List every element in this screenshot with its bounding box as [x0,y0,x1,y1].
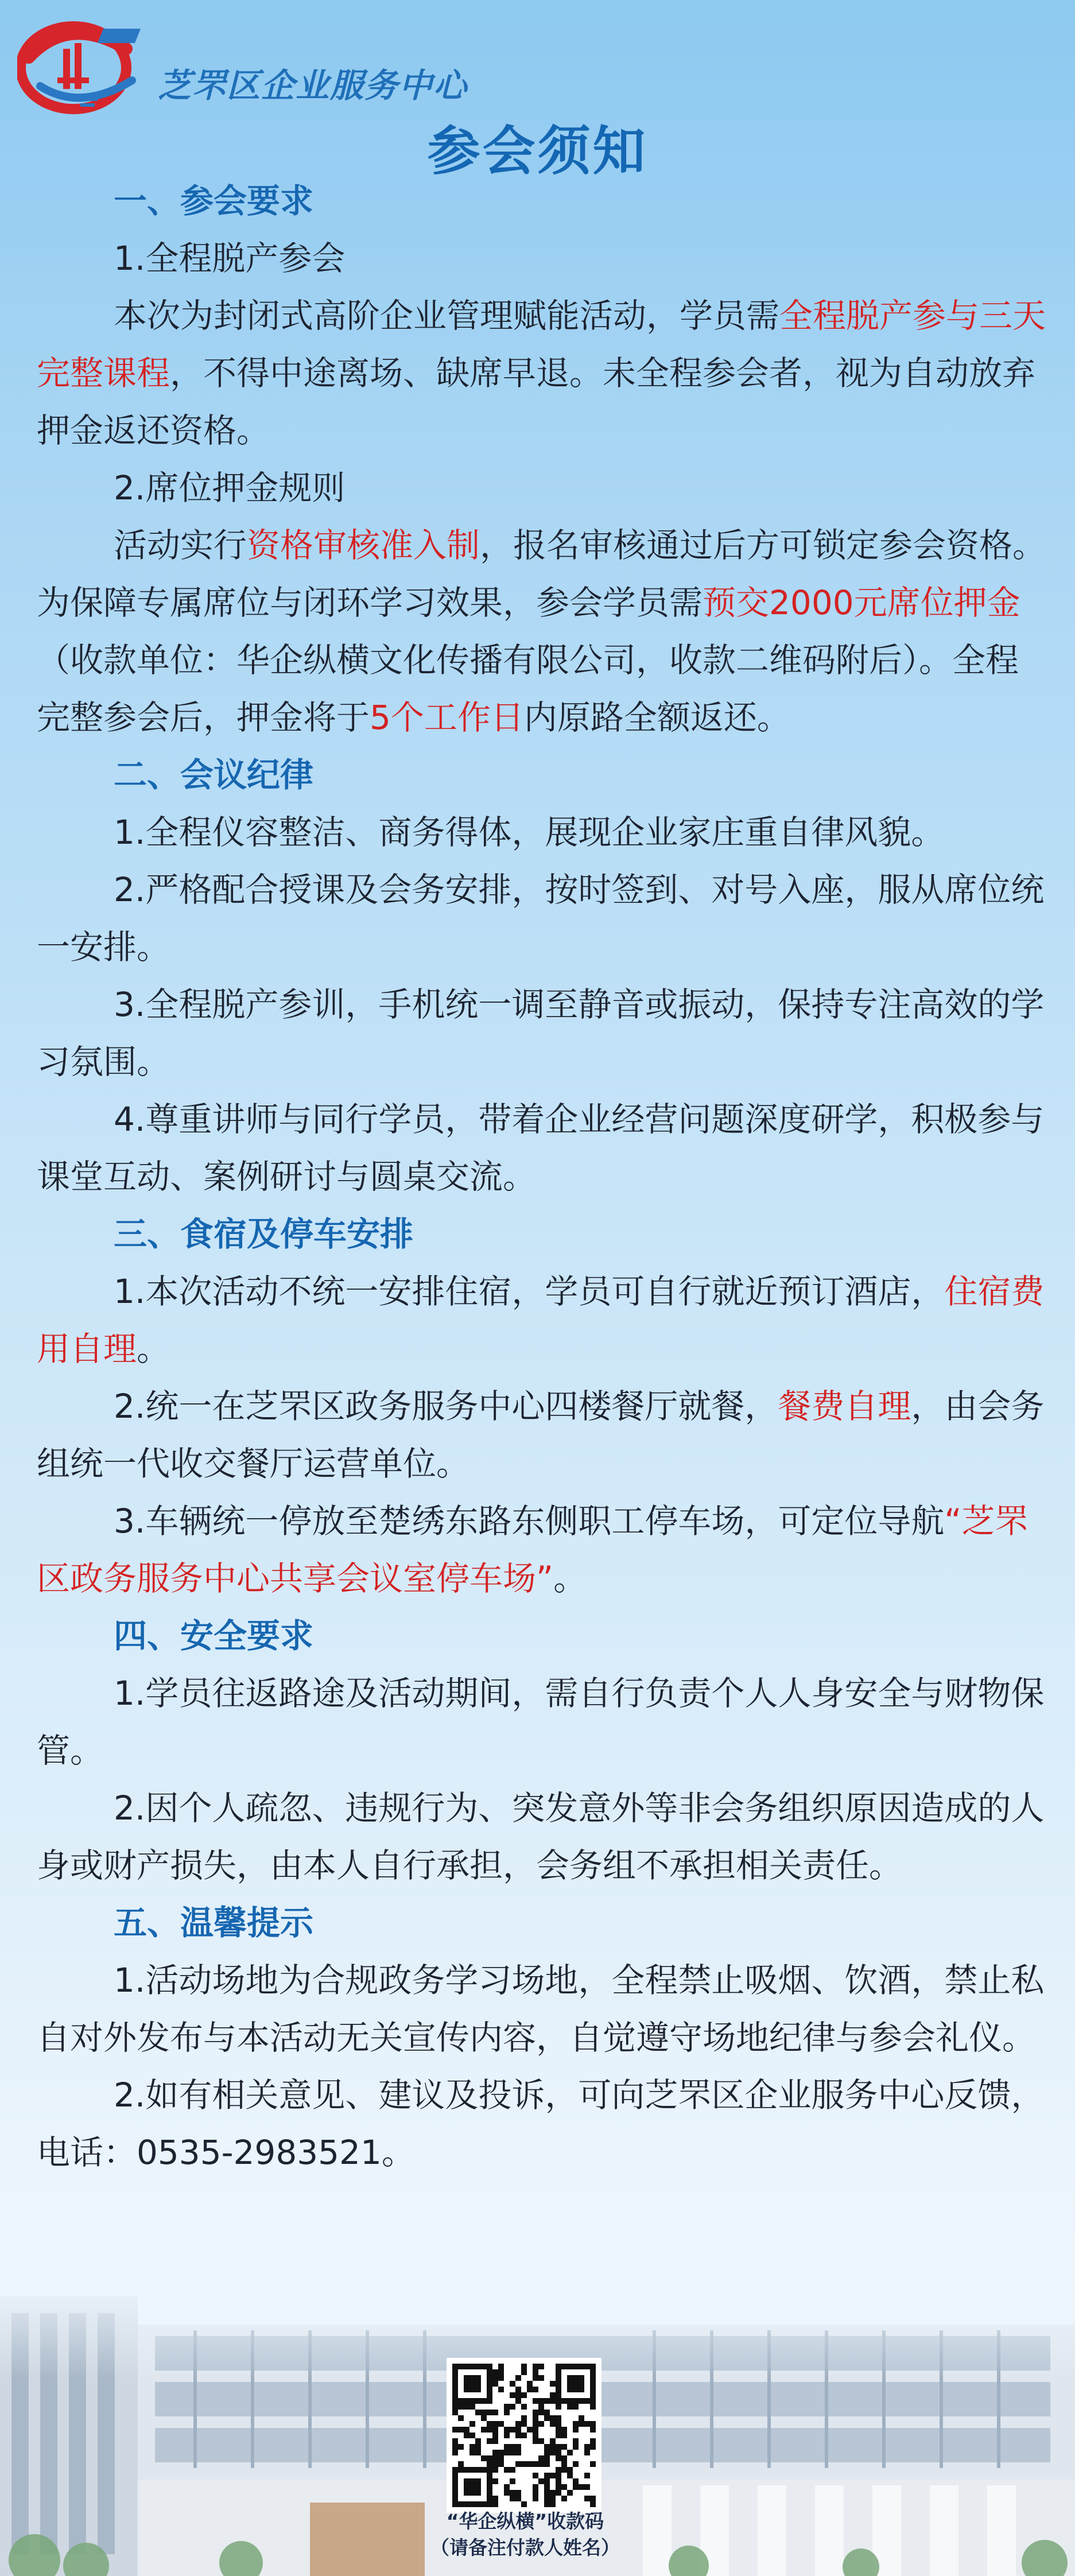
notice-content [37,172,1047,2181]
s2-item3: 3.全程脱产参训，手机统一调至静音或振动，保持专注高效的学习氛围。 [37,985,1045,1081]
s2-item4: 4.尊重讲师与同行学员，带着企业经营问题深度研学，积极参与课堂互动、案例研讨与圆桌交流。 [37,1100,1045,1196]
qr-caption-line2: （请备注付款人姓名） [430,2536,620,2559]
s3-item2 [37,1378,1047,1492]
qr-caption [402,2508,649,2561]
text-span: ，报名审核通过后方可锁定参会资格。为保障专属席位与闭环学习效果，参会学员需 [37,526,1046,622]
qr-code-icon [452,2364,596,2507]
section-heading-1: 一、参会要求 [114,181,314,220]
payment-qr-code [447,2358,601,2513]
s2-item2: 2.严格配合授课及会务安排，按时签到、对号入座，服从席位统一安排。 [37,870,1045,967]
text-span: ，不得中途离场、缺席早退。未全程参会者，视为自动放弃押金返还资格。 [37,354,1036,450]
highlight-text: 5个工作日 [370,698,524,737]
highlight-text: 全程脱产参与三天完整课程 [37,296,1046,393]
text-span: ，由会务组统一代收交餐厅运营单位。 [37,1387,1045,1483]
page-title: 参会须知 [427,121,648,182]
highlight-text: 餐费自理 [778,1387,911,1426]
highlight-text: “芝罘区政务服务中心共享会议室停车场” [37,1502,1029,1598]
text-span: （收款单位：华企纵横文化传播有限公司，收款二维码附后）。全程完整参会后，押金将于 [37,641,1019,737]
section-heading-2: 二、会议纪律 [114,755,314,794]
text-span: 3.车辆统一停放至楚绣东路东侧职工停车场，可定位导航 [114,1502,945,1541]
qr-caption-line1: “华企纵横”收款码 [446,2510,604,2532]
highlight-text: 预交2000元席位押金 [703,583,1020,622]
s4-item1: 1.学员往返路途及活动期间，需自行负责个人人身安全与财物保管。 [37,1674,1045,1770]
s1-item2-text [37,517,1047,746]
section-heading-5: 五、温馨提示 [114,1903,314,1942]
s3-item3 [37,1492,1047,1607]
section-heading-3: 三、食宿及停车安排 [114,1215,414,1254]
text-span: 。 [137,1329,170,1368]
s5-item1: 1.活动场地为合规政务学习场地，全程禁止吸烟、饮酒，禁止私自对外发布与本活动无关宣传内容，自觉遵守场地纪律与参会礼仪。 [37,1961,1045,2057]
text-span: 内原路全额返还。 [523,698,790,737]
text-span: 2.统一在芝罘区政务服务中心四楼餐厅就餐， [114,1387,778,1426]
s4-item2: 2.因个人疏忽、违规行为、突发意外等非会务组织原因造成的人身或财产损失，由本人自行承担，会务组不承担相关责任。 [37,1789,1045,1885]
highlight-text: 住宿费用自理 [37,1272,1045,1368]
header [17,17,534,115]
s1-item2-title: 2.席位押金规则 [114,468,346,507]
logo-icon [17,17,149,115]
text-span: 。 [553,1559,587,1598]
highlight-text: 资格审核准入制 [247,526,480,565]
section-heading-4: 四、安全要求 [114,1616,314,1655]
s5-item2: 2.如有相关意见、建议及投诉，可向芝罘区企业服务中心反馈，电话：0535-2983521。 [37,2075,1045,2172]
s3-item1 [37,1263,1047,1378]
text-span: 活动实行 [114,526,247,565]
s1-item1-title: 1.全程脱产参会 [114,239,346,278]
s1-item1-text [37,287,1047,459]
org-name: 芝罘区企业服务中心 [158,66,468,105]
s2-item1: 1.全程仪容整洁、商务得体，展现企业家庄重自律风貌。 [114,813,945,852]
text-span: 1.本次活动不统一安排住宿，学员可自行就近预订酒店， [114,1272,945,1311]
text-span: 本次为封闭式高阶企业管理赋能活动，学员需 [114,296,780,335]
